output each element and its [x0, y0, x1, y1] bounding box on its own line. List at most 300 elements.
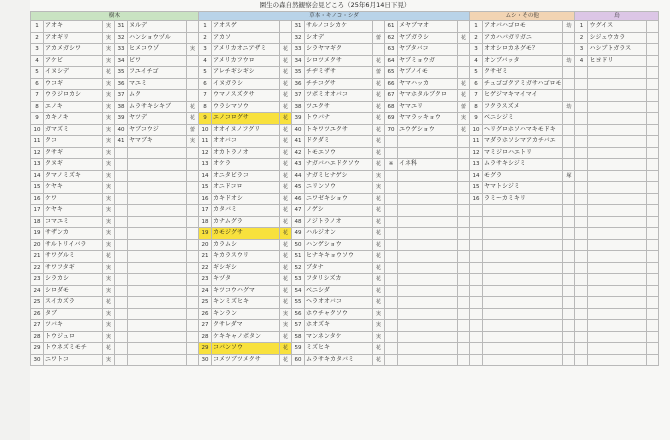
cell-tag	[563, 124, 575, 136]
cell-name	[483, 205, 563, 217]
cell-number: 40	[115, 124, 128, 136]
cell-tag	[187, 55, 199, 67]
cell-number	[115, 205, 128, 217]
cell-tag: 実	[103, 285, 115, 297]
cell-number: 18	[31, 216, 44, 228]
cell-tag: 花	[280, 354, 292, 366]
cell-tag	[647, 251, 659, 263]
cell-name: アレチギシギシ	[212, 67, 280, 79]
cell-tag	[563, 308, 575, 320]
cell-tag	[563, 147, 575, 159]
cell-tag	[187, 239, 199, 251]
cell-number	[470, 297, 483, 309]
cell-tag	[647, 182, 659, 194]
cell-number	[385, 193, 398, 205]
cell-number: 69	[385, 113, 398, 125]
cell-tag: 実	[103, 205, 115, 217]
cell-tag: 花	[373, 159, 385, 171]
cell-number: 26	[31, 308, 44, 320]
cell-name: ミズヒキ	[305, 343, 373, 355]
cell-tag: 花	[373, 216, 385, 228]
cell-name	[588, 147, 647, 159]
cell-name: ヘリグロホソハマキモドキ	[483, 124, 563, 136]
cell-tag	[187, 90, 199, 102]
cell-number	[115, 262, 128, 274]
cell-name: エノキ	[44, 101, 103, 113]
cell-number: 5	[199, 67, 212, 79]
cell-tag	[458, 297, 470, 309]
cell-name	[588, 320, 647, 332]
cell-number	[575, 159, 588, 171]
cell-name: シロダモ	[44, 285, 103, 297]
header-row	[31, 12, 659, 21]
cell-number: 29	[31, 343, 44, 355]
cell-name	[588, 113, 647, 125]
cell-name	[128, 193, 187, 205]
cell-number: ※	[385, 159, 398, 171]
cell-name: ニワトコ	[44, 354, 103, 366]
cell-number: 32	[292, 32, 305, 44]
cell-tag	[563, 274, 575, 286]
cell-name	[398, 147, 458, 159]
cell-tag	[187, 343, 199, 355]
cell-name	[483, 320, 563, 332]
cell-name: ガマズミ	[44, 124, 103, 136]
cell-number	[115, 343, 128, 355]
cell-tag	[187, 297, 199, 309]
cell-name: ラミーカミキリ	[483, 193, 563, 205]
cell-tag: 花	[280, 67, 292, 79]
cell-name: アケビ	[44, 55, 103, 67]
cell-tag: 花	[280, 297, 292, 309]
cell-tag	[458, 228, 470, 240]
table-row	[31, 136, 659, 148]
cell-tag	[458, 136, 470, 148]
scan-margin	[0, 0, 30, 440]
header-bug: ムシ・その他	[470, 12, 575, 21]
cell-name	[588, 159, 647, 171]
cell-number: 4	[199, 55, 212, 67]
cell-name: ベニシダ	[305, 285, 373, 297]
cell-tag: 花	[373, 343, 385, 355]
cell-number: 1	[575, 21, 588, 33]
cell-tag: 花	[458, 90, 470, 102]
cell-tag	[647, 354, 659, 366]
table-row	[31, 67, 659, 79]
cell-tag: 花	[280, 274, 292, 286]
cell-number	[115, 159, 128, 171]
cell-number	[575, 124, 588, 136]
cell-tag	[458, 320, 470, 332]
cell-name: ヒナキキョウソウ	[305, 251, 373, 263]
cell-number: 3	[31, 44, 44, 56]
cell-number	[115, 331, 128, 343]
cell-tag	[458, 170, 470, 182]
cell-number: 62	[385, 32, 398, 44]
cell-tag: 実	[103, 90, 115, 102]
cell-number	[385, 297, 398, 309]
cell-tag	[647, 159, 659, 171]
cell-name	[128, 343, 187, 355]
cell-number: 7	[199, 90, 212, 102]
cell-name	[128, 170, 187, 182]
cell-name: キンミズヒキ	[212, 297, 280, 309]
cell-tag: 実	[103, 147, 115, 159]
cell-number: 38	[292, 101, 305, 113]
header-bird: 鳥	[575, 12, 659, 21]
cell-number: 33	[115, 44, 128, 56]
cell-number	[115, 354, 128, 366]
table-row	[31, 239, 659, 251]
cell-number: 41	[115, 136, 128, 148]
cell-tag: 幼	[563, 21, 575, 33]
cell-tag: 花	[373, 297, 385, 309]
cell-tag	[647, 21, 659, 33]
cell-name: アオキ	[44, 21, 103, 33]
cell-number	[470, 343, 483, 355]
cell-name: フクラスズメ	[483, 101, 563, 113]
cell-name	[128, 354, 187, 366]
cell-tag	[458, 285, 470, 297]
cell-number: 13	[470, 159, 483, 171]
cell-number: 34	[292, 55, 305, 67]
cell-name: クサギ	[44, 147, 103, 159]
cell-name	[128, 320, 187, 332]
cell-tag: 花	[280, 136, 292, 148]
cell-number	[470, 228, 483, 240]
cell-number	[115, 297, 128, 309]
cell-tag	[458, 55, 470, 67]
cell-name: ヒヨドリ	[588, 55, 647, 67]
cell-tag: 実	[103, 193, 115, 205]
cell-name: アカハバガリガニ	[483, 32, 563, 44]
cell-tag: 花	[373, 239, 385, 251]
cell-number	[575, 113, 588, 125]
cell-number	[575, 343, 588, 355]
cell-name: ケキキャノボタン	[212, 331, 280, 343]
cell-name: クマノミズキ	[44, 170, 103, 182]
cell-number: 2	[199, 32, 212, 44]
cell-name: ムク	[128, 90, 187, 102]
cell-number: 3	[470, 44, 483, 56]
cell-name: ウグイス	[588, 21, 647, 33]
cell-tag	[187, 308, 199, 320]
cell-name: オオシロカネグモ？	[483, 44, 563, 56]
cell-number	[575, 205, 588, 217]
cell-number: 44	[292, 170, 305, 182]
cell-number: 30	[31, 354, 44, 366]
cell-number: 57	[292, 320, 305, 332]
cell-tag: 花	[187, 113, 199, 125]
cell-name: シジュウカラ	[588, 32, 647, 44]
cell-name: ツユクサ	[305, 101, 373, 113]
table-row	[31, 251, 659, 263]
cell-number: 17	[31, 205, 44, 217]
cell-number	[575, 331, 588, 343]
cell-tag: 花	[373, 285, 385, 297]
cell-name: トキワツユクサ	[305, 124, 373, 136]
cell-number	[115, 228, 128, 240]
cell-name: ケワ	[44, 193, 103, 205]
cell-tag	[563, 331, 575, 343]
cell-tag: 花	[373, 78, 385, 90]
cell-name: チヂミザサ	[305, 67, 373, 79]
cell-name: モグラ	[483, 170, 563, 182]
cell-number: 56	[292, 308, 305, 320]
cell-tag: 花	[280, 216, 292, 228]
cell-tag	[647, 285, 659, 297]
cell-tag: 花	[373, 274, 385, 286]
cell-tag	[647, 228, 659, 240]
cell-tag: 花	[280, 78, 292, 90]
cell-name	[588, 205, 647, 217]
cell-number: 21	[199, 251, 212, 263]
cell-number: 8	[470, 101, 483, 113]
cell-number: 34	[115, 55, 128, 67]
cell-number: 50	[292, 239, 305, 251]
cell-name: イヌシデ	[44, 67, 103, 79]
cell-tag: 花	[373, 228, 385, 240]
cell-name	[398, 274, 458, 286]
cell-number	[575, 78, 588, 90]
cell-name: イヌガラシ	[212, 78, 280, 90]
cell-name	[398, 205, 458, 217]
cell-name	[128, 285, 187, 297]
cell-number: 10	[470, 124, 483, 136]
cell-name: ナガバハエドクソウ	[305, 159, 373, 171]
cell-tag: 花	[187, 101, 199, 113]
cell-tag: 花	[458, 78, 470, 90]
cell-tag: 花	[103, 297, 115, 309]
cell-tag	[187, 274, 199, 286]
cell-number: 1	[199, 21, 212, 33]
cell-number	[575, 67, 588, 79]
cell-tag	[647, 124, 659, 136]
cell-tag	[647, 101, 659, 113]
cell-name	[483, 297, 563, 309]
cell-number	[385, 308, 398, 320]
cell-tag	[647, 90, 659, 102]
cell-name: アオギリ	[44, 32, 103, 44]
cell-name: マユミ	[128, 78, 187, 90]
cell-name	[398, 239, 458, 251]
cell-name: ヒゲジマキマイマイ	[483, 90, 563, 102]
cell-number: 11	[31, 136, 44, 148]
cell-tag	[647, 343, 659, 355]
cell-tag: 花	[373, 124, 385, 136]
cell-tag: 実	[187, 44, 199, 56]
cell-tag: 花	[280, 101, 292, 113]
cell-name: カモジグサ	[212, 228, 280, 240]
cell-tag	[563, 159, 575, 171]
cell-tag: 実	[103, 228, 115, 240]
cell-tag: 花	[373, 147, 385, 159]
cell-name	[588, 67, 647, 79]
cell-name: マミジロハエトリ	[483, 147, 563, 159]
cell-tag	[187, 262, 199, 274]
cell-name: トウバナ	[305, 113, 373, 125]
cell-number: 36	[115, 78, 128, 90]
cell-tag: 花	[280, 343, 292, 355]
cell-name: オカトラノオ	[212, 147, 280, 159]
cell-name	[588, 239, 647, 251]
cell-tag: 花	[280, 285, 292, 297]
table-row	[31, 354, 659, 366]
cell-number: 12	[31, 147, 44, 159]
cell-number: 27	[199, 320, 212, 332]
cell-number: 16	[470, 193, 483, 205]
cell-tag	[563, 285, 575, 297]
cell-name	[398, 251, 458, 263]
cell-tag: 花	[373, 193, 385, 205]
cell-name: メヤブマオ	[398, 21, 458, 33]
cell-tag: 花	[373, 101, 385, 113]
cell-name: ウラジロカシ	[44, 90, 103, 102]
table-row	[31, 228, 659, 240]
table-row	[31, 147, 659, 159]
cell-name: コマユミ	[44, 216, 103, 228]
cell-name: キンラン	[212, 308, 280, 320]
cell-tag: 実	[103, 78, 115, 90]
cell-tag	[563, 343, 575, 355]
cell-tag: 花	[373, 90, 385, 102]
observation-table	[30, 11, 659, 366]
cell-name	[588, 136, 647, 148]
cell-number: 7	[470, 90, 483, 102]
cell-name: カタバミ	[212, 205, 280, 217]
cell-number: 60	[292, 354, 305, 366]
cell-tag: 花	[103, 343, 115, 355]
cell-number: 39	[292, 113, 305, 125]
cell-number: 10	[31, 124, 44, 136]
cell-name	[588, 251, 647, 263]
cell-number: 15	[31, 182, 44, 194]
cell-number	[470, 251, 483, 263]
cell-name	[398, 216, 458, 228]
cell-tag	[458, 354, 470, 366]
cell-number	[575, 182, 588, 194]
cell-number	[575, 147, 588, 159]
cell-number	[385, 285, 398, 297]
cell-number: 16	[31, 193, 44, 205]
cell-number: 30	[199, 354, 212, 366]
cell-tag: 花	[280, 331, 292, 343]
cell-name: アメリカフウロ	[212, 55, 280, 67]
cell-name	[588, 274, 647, 286]
cell-number: 3	[199, 44, 212, 56]
cell-number	[385, 343, 398, 355]
cell-name: ヌルデ	[128, 21, 187, 33]
cell-number: 37	[292, 90, 305, 102]
cell-number	[470, 274, 483, 286]
cell-tag	[187, 78, 199, 90]
cell-name: トウネズミモチ	[44, 343, 103, 355]
cell-number: 45	[292, 182, 305, 194]
cell-tag: 実	[103, 239, 115, 251]
cell-tag	[187, 67, 199, 79]
cell-number: 49	[292, 228, 305, 240]
cell-name	[128, 262, 187, 274]
cell-name: クサレダマ	[212, 320, 280, 332]
cell-tag	[563, 136, 575, 148]
cell-name: ヤブミョウガ	[398, 55, 458, 67]
cell-name	[588, 297, 647, 309]
cell-name: ハルジオン	[305, 228, 373, 240]
cell-number: 12	[199, 147, 212, 159]
cell-number	[575, 308, 588, 320]
cell-number: 12	[470, 147, 483, 159]
cell-name	[588, 308, 647, 320]
cell-tag	[563, 78, 575, 90]
cell-tag: 花	[280, 113, 292, 125]
table-row	[31, 32, 659, 44]
cell-number	[385, 354, 398, 366]
cell-name: アカメガシワ	[44, 44, 103, 56]
cell-number	[575, 228, 588, 240]
cell-name: コメツブツメクサ	[212, 354, 280, 366]
table-row	[31, 343, 659, 355]
cell-number: 24	[31, 285, 44, 297]
cell-number: 26	[199, 308, 212, 320]
cell-number: 1	[470, 21, 483, 33]
cell-number: 58	[292, 331, 305, 343]
cell-name: ヘラオオバコ	[305, 297, 373, 309]
cell-tag	[187, 21, 199, 33]
cell-tag	[647, 262, 659, 274]
cell-tag	[458, 159, 470, 171]
cell-tag: 蕾	[373, 67, 385, 79]
cell-number: 11	[199, 136, 212, 148]
cell-tag: 花	[373, 205, 385, 217]
cell-name	[128, 308, 187, 320]
cell-name: ヤブガラシ	[398, 32, 458, 44]
cell-name: ノゲシ	[305, 205, 373, 217]
cell-tag	[563, 228, 575, 240]
cell-number	[575, 101, 588, 113]
cell-name: サワグルミ	[44, 251, 103, 263]
cell-number: 28	[199, 331, 212, 343]
cell-number: 14	[470, 170, 483, 182]
cell-name: ハンゲショウ	[305, 239, 373, 251]
cell-tag: 花	[280, 124, 292, 136]
cell-number: 38	[115, 101, 128, 113]
cell-name: カラムシ	[212, 239, 280, 251]
cell-name	[128, 297, 187, 309]
cell-name	[483, 354, 563, 366]
cell-number	[385, 147, 398, 159]
cell-number	[385, 262, 398, 274]
page-title: 園生の森自然観察会見どころ（25年6月14日下見）	[259, 1, 411, 9]
cell-name	[483, 274, 563, 286]
cell-tag: 実	[373, 170, 385, 182]
cell-tag	[187, 193, 199, 205]
cell-number: 23	[31, 274, 44, 286]
cell-tag	[647, 136, 659, 148]
table-row	[31, 124, 659, 136]
cell-name: ウラシマソウ	[212, 101, 280, 113]
cell-number: 36	[292, 78, 305, 90]
cell-number: 55	[292, 297, 305, 309]
cell-number	[385, 331, 398, 343]
cell-name: ユウゲショウ	[398, 124, 458, 136]
cell-name	[588, 124, 647, 136]
cell-number	[575, 320, 588, 332]
cell-number: 61	[385, 21, 398, 33]
cell-tag: 実	[280, 308, 292, 320]
cell-name	[128, 274, 187, 286]
cell-name: アカソ	[212, 32, 280, 44]
cell-tag: 花	[373, 262, 385, 274]
